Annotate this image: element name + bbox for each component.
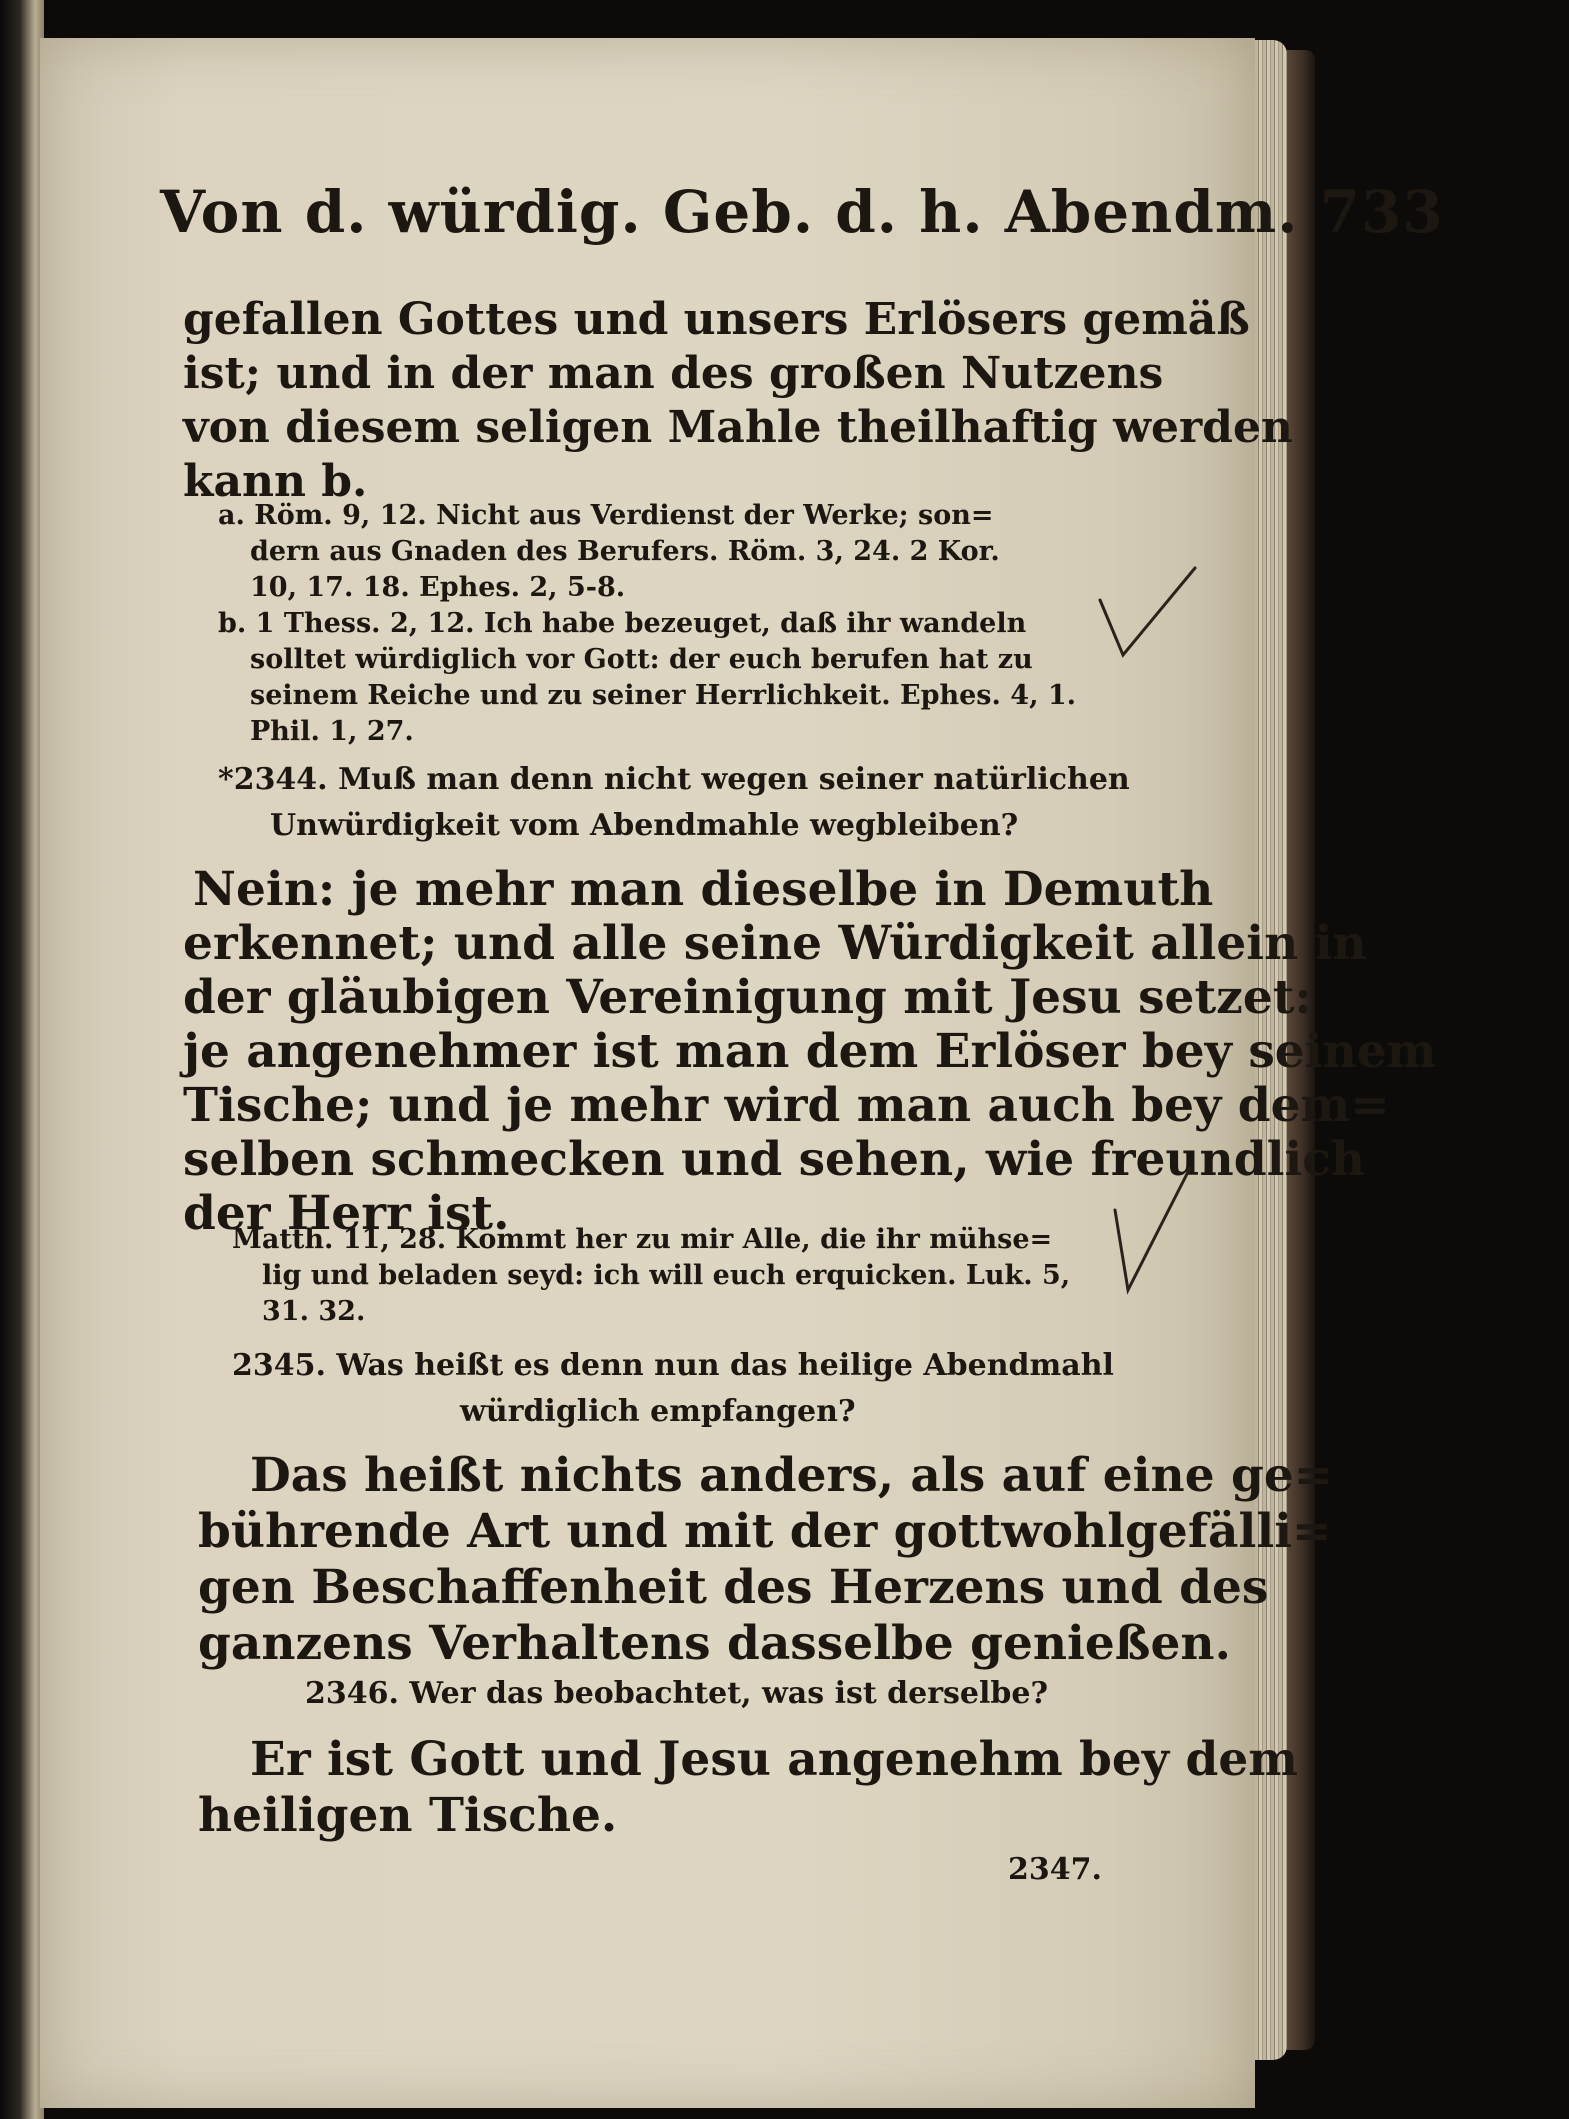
answer-line: Er ist Gott und Jesu angenehm bey dem — [250, 1732, 1298, 1787]
answer-line: je angenehmer ist man dem Erlöser bey seinem — [183, 1024, 1437, 1079]
answer-line: Tische; und je mehr wird man auch bey dem= — [183, 1078, 1390, 1133]
answer-line: heiligen Tische. — [198, 1788, 618, 1843]
handwritten-checkmark-1 — [1095, 560, 1210, 670]
question-2345-cont: würdiglich empfangen? — [460, 1394, 856, 1429]
question-2344-cont: Unwürdigkeit vom Abendmahle wegbleiben? — [270, 808, 1019, 843]
footnote-line: Phil. 1, 27. — [250, 716, 414, 747]
question-2344: *2344. Muß man denn nicht wegen seiner natürlichen — [218, 762, 1130, 797]
handwritten-checkmark-2 — [1110, 1160, 1200, 1300]
answer-line: ganzens Verhaltens dasselbe genießen. — [198, 1616, 1231, 1671]
answer-line: gen Beschaffenheit des Herzens und des — [198, 1560, 1269, 1615]
footnote-line: b. 1 Thess. 2, 12. Ich habe bezeuget, daß ihr wandeln — [218, 608, 1027, 639]
footnote-line: solltet würdiglich vor Gott: der euch berufen hat zu — [250, 644, 1033, 675]
answer-line: der gläubigen Vereinigung mit Jesu setzet: — [183, 970, 1312, 1025]
footnote-line: Matth. 11, 28. Kommt her zu mir Alle, die ihr mühse= — [232, 1224, 1053, 1255]
footnote-line: 31. 32. — [262, 1296, 366, 1327]
answer-line: selben schmecken und sehen, wie freundlich — [183, 1132, 1366, 1187]
answer-line: bührende Art und mit der gottwohlgefälli= — [198, 1504, 1332, 1559]
previous-page-edge — [0, 0, 44, 2119]
question-2345: 2345. Was heißt es denn nun das heilige Abendmahl — [232, 1348, 1114, 1383]
answer-line: Nein: je mehr man dieselbe in Demuth — [193, 862, 1214, 917]
answer-line: Das heißt nichts anders, als auf eine ge= — [250, 1448, 1334, 1503]
text-line: ist; und in der man des großen Nutzens — [183, 348, 1164, 399]
question-2346: 2346. Wer das beobachtet, was ist derselbe? — [305, 1676, 1049, 1711]
catchword: 2347. — [1008, 1852, 1102, 1887]
text-line: kann b. — [183, 456, 368, 507]
footnote-line: 10, 17. 18. Ephes. 2, 5-8. — [250, 572, 626, 603]
footnote-line: a. Röm. 9, 12. Nicht aus Verdienst der Werke; son= — [218, 500, 994, 531]
footnote-line: lig und beladen seyd: ich will euch erquicken. Luk. 5, — [262, 1260, 1071, 1291]
text-line: gefallen Gottes und unsers Erlösers gemäß — [183, 294, 1250, 345]
running-header: Von d. würdig. Geb. d. h. Abendm. 733 — [160, 178, 1444, 246]
answer-line: der Herr ist. — [183, 1186, 510, 1241]
answer-line: erkennet; und alle seine Würdigkeit allein in — [183, 916, 1367, 971]
footnote-line: seinem Reiche und zu seiner Herrlichkeit. Ephes. 4, 1. — [250, 680, 1077, 711]
text-line: von diesem seligen Mahle theilhaftig werden — [183, 402, 1293, 453]
footnote-line: dern aus Gnaden des Berufers. Röm. 3, 24. 2 Kor. — [250, 536, 1000, 567]
